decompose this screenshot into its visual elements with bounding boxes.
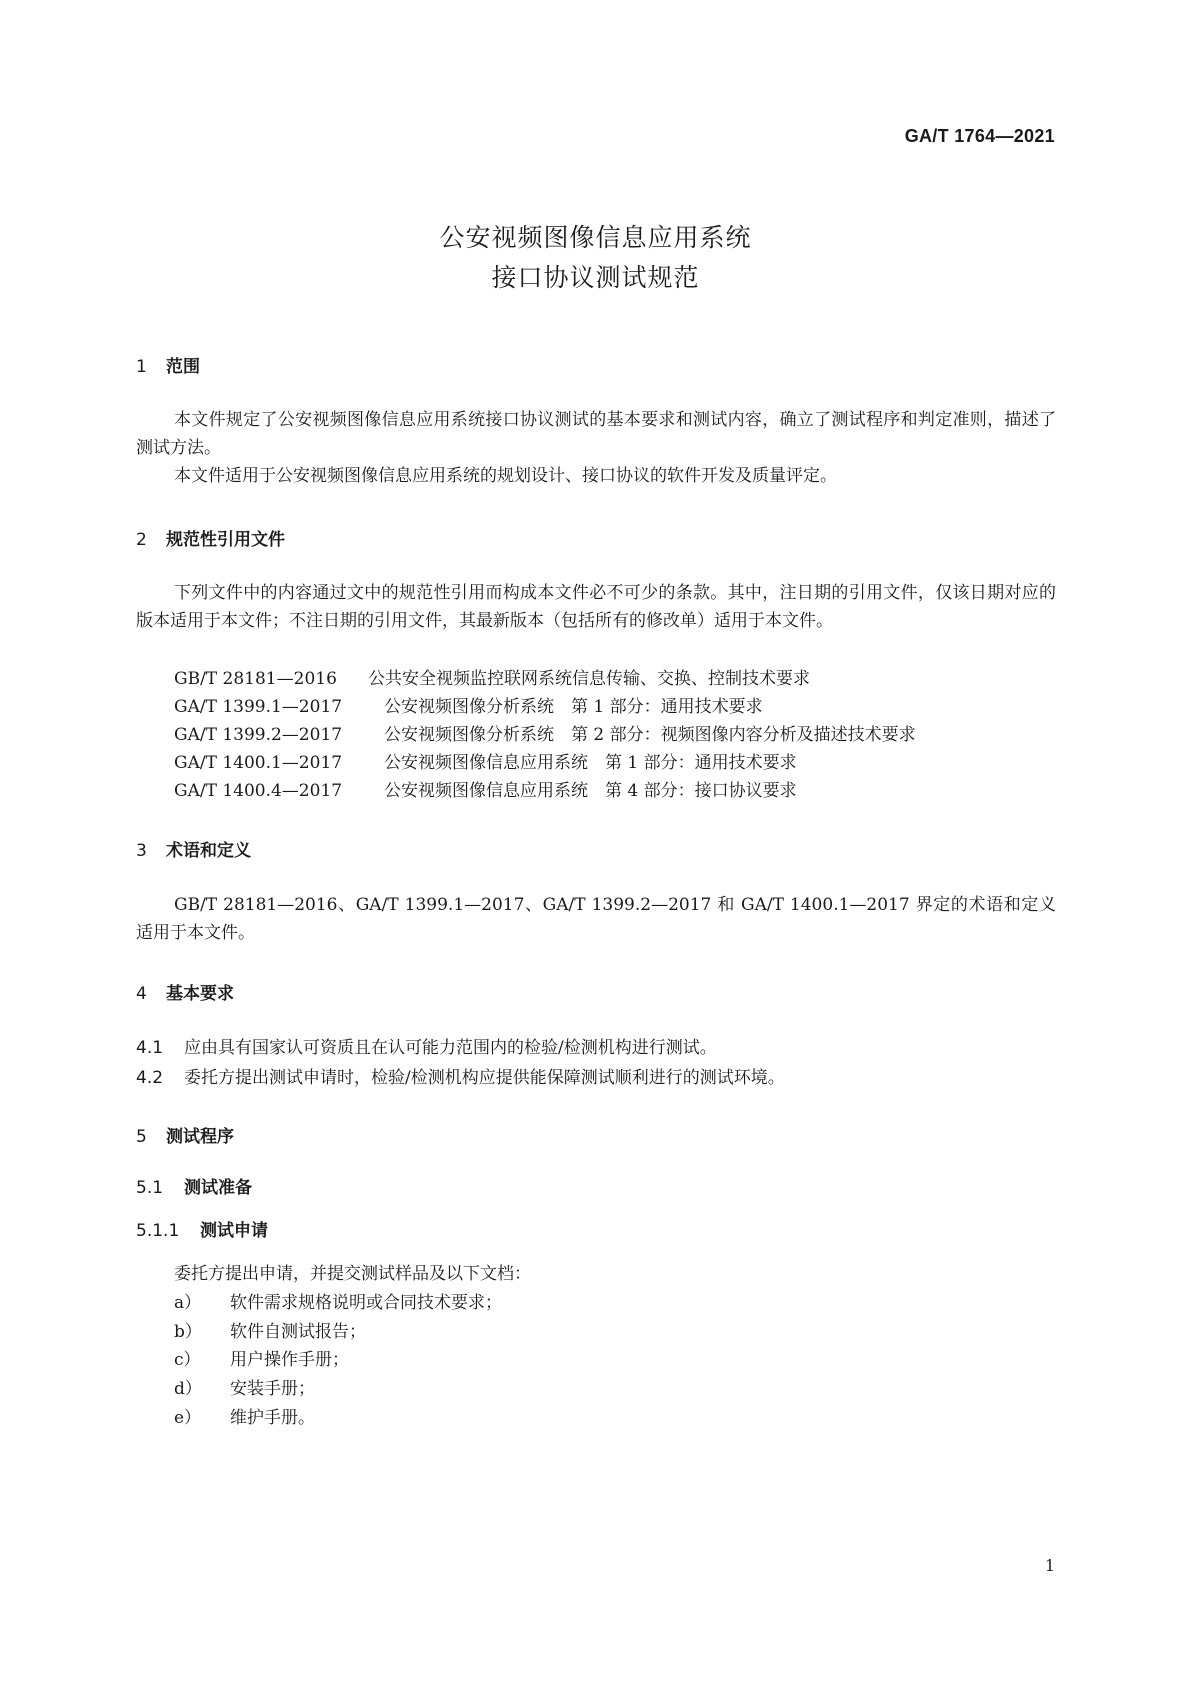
reference-code: GA/T 1399.1—2017 — [174, 697, 343, 717]
reference-code: GA/T 1400.1—2017 — [174, 753, 343, 773]
document-title-line1: 公安视频图像信息应用系统 — [439, 223, 752, 252]
section-4-heading — [136, 979, 234, 1004]
reference-code: GB/T 28181—2016 — [174, 669, 337, 689]
section-2-paragraph-1: 下列文件中的内容通过文中的规范性引用而构成本文件必不可少的条款。其中，注日期的引用文件，仅该日期对应的版本适用于本文件；不注日期的引用文件，其最新版本（包括所有的修改单）适用于本文件。 — [136, 583, 1056, 631]
section-title: 范围 — [166, 357, 200, 377]
reference-code: GA/T 1400.4—2017 — [174, 781, 343, 801]
section-5-heading — [136, 1122, 234, 1147]
clause-text: 应由具有国家认可资质且在认可能力范围内的检验/检测机构进行测试。 — [184, 1038, 717, 1058]
reference-title: 公安视频图像信息应用系统 第 4 部分：接口协议要求 — [384, 781, 797, 801]
subsection-title: 测试申请 — [200, 1221, 268, 1241]
section-1-heading — [136, 352, 200, 377]
list-item — [174, 1288, 502, 1313]
list-item-text: 用户操作手册； — [230, 1350, 349, 1370]
section-number: 5 — [136, 1127, 147, 1147]
list-item — [174, 1374, 315, 1399]
clause-number: 4.2 — [136, 1068, 164, 1088]
section-title: 规范性引用文件 — [166, 530, 285, 550]
section-1-paragraph-2: 本文件适用于公安视频图像信息应用系统的规划设计、接口协议的软件开发及质量评定。 — [174, 466, 837, 486]
list-item-text: 软件自测试报告； — [230, 1322, 366, 1342]
list-item — [174, 1345, 349, 1370]
section-title: 基本要求 — [166, 984, 234, 1004]
reference-title: 公安视频图像信息应用系统 第 1 部分：通用技术要求 — [384, 753, 797, 773]
reference-code: GA/T 1399.2—2017 — [174, 725, 343, 745]
section-3-heading — [136, 836, 251, 861]
section-3-paragraph-1: GB/T 28181—2016、GA/T 1399.1—2017、GA/T 1399.2—2017 和 GA/T 1400.1—2017 界定的术语和定义适用于本文件。 — [136, 895, 1056, 943]
list-item-label: a） — [174, 1293, 202, 1313]
reference-item — [174, 748, 797, 773]
reference-title: 公安视频图像分析系统 第 2 部分：视频图像内容分析及描述技术要求 — [384, 725, 916, 745]
subsection-number: 5.1.1 — [136, 1221, 180, 1241]
list-item-label: d） — [174, 1379, 202, 1399]
page-number: 1 — [1044, 1556, 1055, 1575]
list-item-text: 软件需求规格说明或合同技术要求； — [230, 1293, 502, 1313]
list-item-text: 安装手册； — [230, 1379, 315, 1399]
reference-item — [174, 776, 797, 801]
clause-item — [136, 1063, 785, 1088]
reference-item — [174, 720, 916, 745]
standard-code: GA/T 1764—2021 — [904, 126, 1055, 146]
section-number: 2 — [136, 530, 147, 550]
subsection-5-1-heading — [136, 1173, 252, 1198]
list-item — [174, 1317, 366, 1342]
section-number: 3 — [136, 841, 147, 861]
section-number: 4 — [136, 984, 147, 1004]
section-1-paragraph-1: 本文件规定了公安视频图像信息应用系统接口协议测试的基本要求和测试内容，确立了测试程序和判定准则，描述了测试方法。 — [136, 410, 1056, 458]
clause-number: 4.1 — [136, 1038, 164, 1058]
section-2-heading — [136, 525, 285, 550]
section-title: 测试程序 — [166, 1127, 234, 1147]
subsection-number: 5.1 — [136, 1178, 164, 1198]
list-item-text: 维护手册。 — [230, 1408, 315, 1428]
section-title: 术语和定义 — [166, 841, 251, 861]
subsection-title: 测试准备 — [184, 1178, 252, 1198]
reference-item — [174, 664, 810, 689]
subsection-5-1-1-heading — [136, 1216, 268, 1241]
reference-item — [174, 692, 763, 717]
list-item — [174, 1403, 315, 1428]
clause-item — [136, 1033, 717, 1058]
clause-text: 委托方提出测试申请时，检验/检测机构应提供能保障测试顺利进行的测试环境。 — [184, 1068, 785, 1088]
reference-title: 公安视频图像分析系统 第 1 部分：通用技术要求 — [384, 697, 763, 717]
list-intro: 委托方提出申请，并提交测试样品及以下文档： — [174, 1264, 531, 1284]
document-title-line2: 接口协议测试规范 — [491, 263, 700, 292]
list-item-label: b） — [174, 1322, 202, 1342]
list-item-label: c） — [174, 1350, 201, 1370]
list-item-label: e） — [174, 1408, 202, 1428]
section-number: 1 — [136, 357, 147, 377]
reference-title: 公共安全视频监控联网系统信息传输、交换、控制技术要求 — [368, 669, 810, 689]
